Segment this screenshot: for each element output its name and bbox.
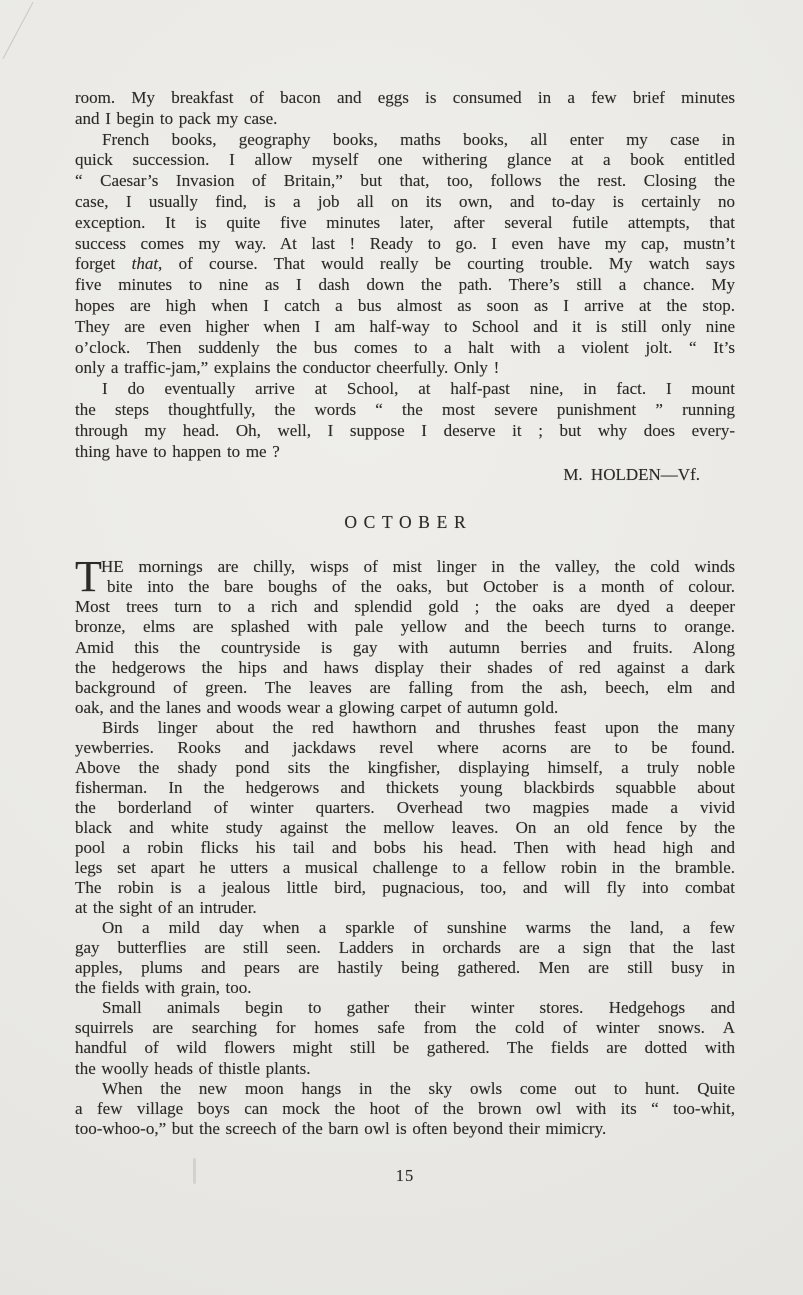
text-line: Small animals begin to gather their winter stores. Hedgehogs and xyxy=(102,998,735,1018)
text-line: legs set apart he utters a musical challenge to a fellow robin in the bramble. xyxy=(75,858,735,878)
text-line: French books, geography books, maths books, all enter my case in xyxy=(102,129,735,149)
text-line: a few village boys can mock the hoot of the brown owl with its “ too-whit, xyxy=(75,1098,735,1118)
text-line: the steps thoughtfully, the words “ the most severe punishment ” running xyxy=(75,399,735,419)
drop-cap-letter: T xyxy=(75,552,102,602)
paragraph xyxy=(75,552,735,717)
paragraph xyxy=(75,88,735,130)
text-line: HE mornings are chilly, wisps of mist linger in the valley, the cold winds xyxy=(101,557,735,577)
text-line: black and white study against the mellow leaves. On an old fence by the xyxy=(75,817,735,837)
story-section xyxy=(75,88,735,462)
scan-crease xyxy=(3,2,34,59)
text-line: The robin is a jealous little bird, pugnacious, too, and will fly into combat xyxy=(75,878,735,898)
paragraph xyxy=(75,718,735,918)
text-line: Above the shady pond sits the kingfisher, displaying himself, a truly noble xyxy=(75,757,735,777)
text-line: background of green. The leaves are falling from the ash, beech, elm and xyxy=(75,677,735,697)
section-heading: OCTOBER xyxy=(344,512,473,533)
text-line: “ Caesar’s Invasion of Britain,” but that, too, follows the rest. Closing the xyxy=(75,171,735,191)
text-line: handful of wild flowers might still be gathered. The fields are dotted with xyxy=(75,1038,735,1058)
text-line: at the sight of an intruder. xyxy=(75,898,257,918)
text-line: When the new moon hangs in the sky owls come out to hunt. Quite xyxy=(102,1078,735,1098)
text-block xyxy=(75,88,735,1186)
page-number: 15 xyxy=(395,1165,415,1185)
text-line: They are even higher when I am half-way to School and it is still only nine xyxy=(75,316,735,336)
text-line: bite into the bare boughs of the oaks, but October is a month of colour. xyxy=(107,577,735,597)
text-line: hopes are high when I catch a bus almost as soon as I arrive at the stop. xyxy=(75,295,735,315)
text-line: yewberries. Rooks and jackdaws revel where acorns are to be found. xyxy=(75,737,735,757)
text-line: the woolly heads of thistle plants. xyxy=(75,1058,311,1078)
text-line: o’clock. Then suddenly the bus comes to a halt with a violent jolt. “ It’s xyxy=(75,337,735,357)
text-line: room. My breakfast of bacon and eggs is consumed in a few brief minutes xyxy=(75,88,735,107)
text-line: I do eventually arrive at School, at half-past nine, in fact. I mount xyxy=(102,379,735,399)
text-line: only a traffic-jam,” explains the conductor cheerfully. Only ! xyxy=(75,358,500,378)
text-line: Most trees turn to a rich and splendid gold ; the oaks are dyed a deeper xyxy=(75,597,735,617)
text-line: thing have to happen to me ? xyxy=(75,441,280,461)
text-line: oak, and the lanes and woods wear a glowing carpet of autumn gold. xyxy=(75,697,559,717)
text-line: the borderland of winter quarters. Overhead two magpies made a vivid xyxy=(75,797,735,817)
text-line: fisherman. In the hedgerows and thickets young blackbirds squabble about xyxy=(75,777,735,797)
text-line: through my head. Oh, well, I suppose I deserve it ; but why does every- xyxy=(75,420,735,440)
text-line: Amid this the countryside is gay with autumn berries and fruits. Along xyxy=(75,637,735,657)
text-line: too-whoo-o,” but the screech of the barn owl is often beyond their mimicry. xyxy=(75,1118,607,1138)
paragraph xyxy=(75,918,735,998)
paragraph xyxy=(75,1079,735,1139)
text-line: pool a robin flicks his tail and bobs his head. Then with head high and xyxy=(75,838,735,857)
october-section xyxy=(75,552,735,1138)
text-line: gay butterflies are still seen. Ladders in orchards are a sign that the last xyxy=(75,938,735,958)
paragraph xyxy=(75,998,735,1078)
text-line: forget that, of course. That would really be courting trouble. My watch says xyxy=(75,254,736,274)
paragraph xyxy=(75,130,735,380)
text-line: apples, plums and pears are hastily being gathered. Men are still busy in xyxy=(75,958,735,978)
text-line: exception. It is quite five minutes later, after several futile attempts, that xyxy=(75,212,735,232)
text-line: Birds linger about the red hawthorn and thrushes feast upon the many xyxy=(102,717,735,737)
text-line: success comes my way. At last ! Ready to go. I even have my cap, mustn’t xyxy=(75,233,735,253)
text-line: the fields with grain, too. xyxy=(75,978,252,998)
text-line: bronze, elms are splashed with pale yellow and the beech turns to orange. xyxy=(75,617,735,637)
author-attribution: M. HOLDEN—Vf. xyxy=(563,465,700,485)
text-line: squirrels are searching for homes safe from the cold of winter snows. A xyxy=(75,1018,735,1038)
paragraph xyxy=(75,379,735,462)
text-line: case, I usually find, is a job all on its own, and to-day is certainly no xyxy=(75,191,735,211)
text-line: five minutes to nine as I dash down the path. There’s still a chance. My xyxy=(75,275,735,295)
text-line: On a mild day when a sparkle of sunshine warms the land, a few xyxy=(102,918,735,938)
text-line: the hedgerows the hips and haws display their shades of red against a dark xyxy=(75,657,735,677)
text-line: and I begin to pack my case. xyxy=(75,108,278,128)
text-line: quick succession. I allow myself one withering glance at a book entitled xyxy=(75,150,735,170)
